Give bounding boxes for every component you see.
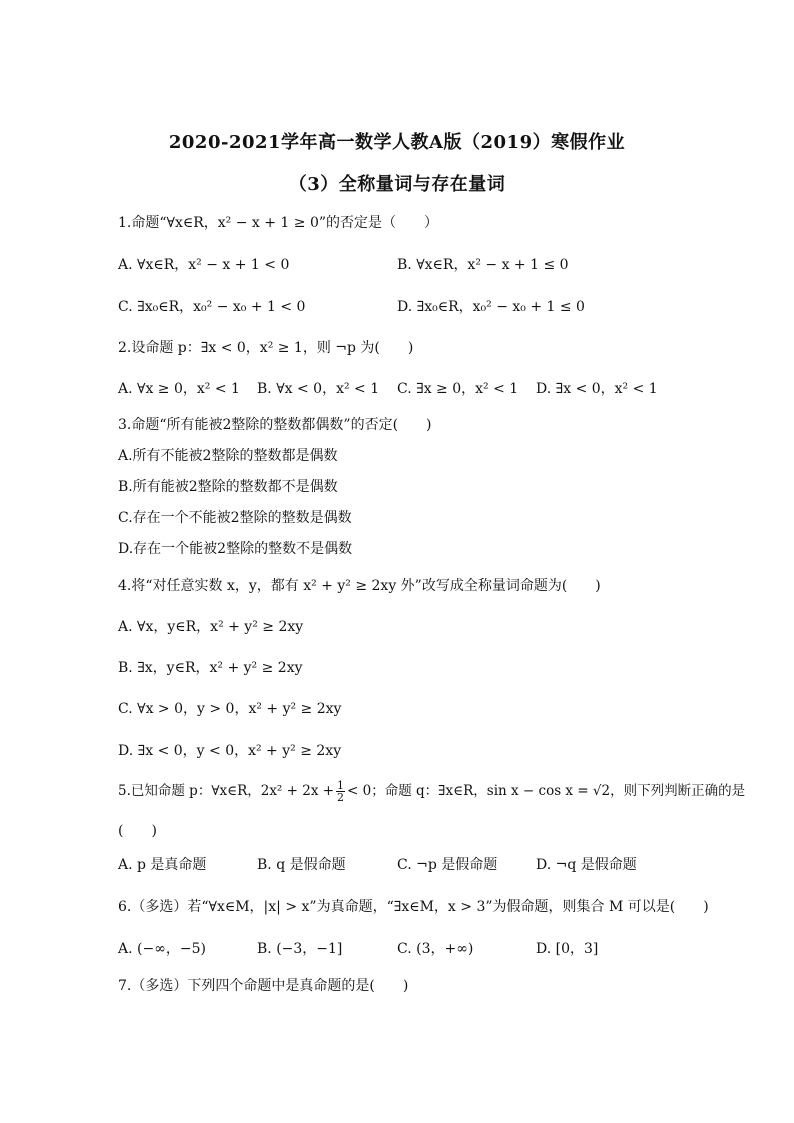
fraction-denominator: 2 — [337, 791, 345, 804]
question-6-stem: 6.（多选）若“∀x∈M，|x| > x”为真命题，“∃x∈M，x > 3”为假命题，则集合 M 可以是( ) — [118, 899, 709, 915]
q2-option-b: B. ∀x < 0，x² < 1 — [257, 381, 380, 397]
question-5-stem — [118, 779, 746, 804]
q5-option-d: D. ¬q 是假命题 — [536, 857, 637, 873]
q6-option-a: A. (−∞，−5) — [118, 941, 206, 957]
q1-option-a: A. ∀x∈R，x² − x + 1 < 0 — [118, 257, 290, 273]
q3-option-c: C.存在一个不能被2整除的整数是偶数 — [118, 510, 352, 526]
q5-stem-start: 5.已知命题 p：∀x∈R，2x² + 2x + — [118, 783, 335, 799]
q3-option-b: B.所有能被2整除的整数都不是偶数 — [118, 479, 338, 495]
doc-subtitle: （3）全称量词与存在量词 — [288, 174, 506, 195]
q5-answer-bracket: ( ) — [118, 823, 157, 839]
q2-option-d: D. ∃x < 0，x² < 1 — [536, 381, 658, 397]
q5-stem-end: < 0；命题 q：∃x∈R，sin x − cos x = √2，则下列判断正确的是 — [347, 783, 746, 799]
q1-option-d: D. ∃x₀∈R，x₀² − x₀ + 1 ≤ 0 — [397, 299, 585, 315]
q5-option-b: B. q 是假命题 — [257, 857, 346, 873]
q6-option-d: D. [0，3] — [536, 941, 599, 957]
q1-option-b: B. ∀x∈R，x² − x + 1 ≤ 0 — [397, 257, 569, 273]
q3-option-a: A.所有不能被2整除的整数都是偶数 — [118, 448, 338, 464]
q5-option-a: A. p 是真命题 — [118, 857, 207, 873]
q4-option-a: A. ∀x，y∈R，x² + y² ≥ 2xy — [118, 619, 304, 635]
question-1-stem: 1.命题“∀x∈R，x² − x + 1 ≥ 0”的否定是（ ） — [118, 215, 439, 231]
fraction-numerator: 1 — [337, 779, 345, 792]
question-2-stem: 2.设命题 p：∃x < 0，x² ≥ 1，则 ¬p 为( ) — [118, 340, 414, 356]
q4-option-c: C. ∀x > 0，y > 0，x² + y² ≥ 2xy — [118, 701, 342, 717]
doc-title: 2020-2021学年高一数学人教A版（2019）寒假作业 — [168, 132, 626, 153]
one-half-fraction — [336, 780, 345, 803]
q3-option-d: D.存在一个能被2整除的整数不是偶数 — [118, 541, 353, 557]
question-4-stem: 4.将“对任意实数 x，y，都有 x² + y² ≥ 2xy 外”改写成全称量词命题为( ) — [118, 578, 601, 594]
q4-option-b: B. ∃x，y∈R，x² + y² ≥ 2xy — [118, 660, 303, 676]
q4-option-d: D. ∃x < 0，y < 0，x² + y² ≥ 2xy — [118, 743, 342, 759]
question-7-stem: 7.（多选）下列四个命题中是真命题的是( ) — [118, 978, 409, 994]
q5-option-c: C. ¬p 是假命题 — [397, 857, 498, 873]
q2-option-a: A. ∀x ≥ 0，x² < 1 — [118, 381, 240, 397]
q6-option-c: C. (3，+∞) — [397, 941, 474, 957]
question-3-stem: 3.命题“所有能被2整除的整数都偶数”的否定( ) — [118, 417, 432, 433]
q6-option-b: B. (−3，−1] — [257, 941, 343, 957]
q1-option-c: C. ∃x₀∈R，x₀² − x₀ + 1 < 0 — [118, 299, 306, 315]
q2-option-c: C. ∃x ≥ 0，x² < 1 — [397, 381, 519, 397]
